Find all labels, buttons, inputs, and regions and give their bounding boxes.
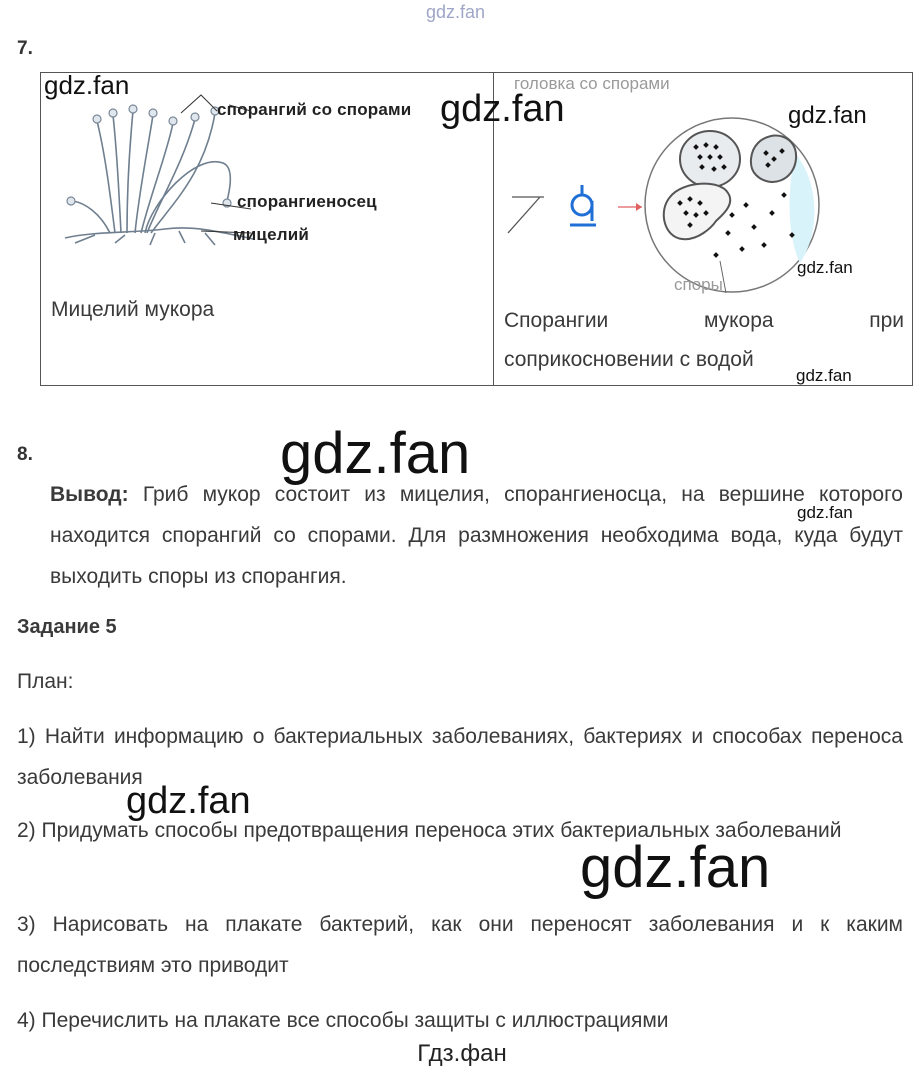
label-sporangiophore: спорангиеносец [237,192,377,211]
label-sporangium: спорангий со спорами [217,100,412,119]
label-mycelium: мицелий [233,225,310,244]
watermark-table-right-mid: gdz.fan [797,258,853,277]
task5-heading: Задание 5 [17,616,117,638]
plan-item-2: 2) Придумать способы предотвращения переноса этих бактериальных заболеваний [17,819,842,842]
conclusion-text: Гриб мукор состоит из мицелия, спорангиеносца, на вершине которого находится спорангий со спорами. Для размножения необходима вода, куда будут выходить споры из спорангия. [50,483,903,588]
watermark-conclusion: gdz.fan [797,503,853,522]
watermark-table-right-top: gdz.fan [788,102,867,129]
plan-label: План: [17,670,74,693]
caption-word-2: мукора [703,309,774,332]
watermark-table-right-bottom: gdz.fan [796,366,852,385]
label-spore-head: головка со спорами [514,74,670,93]
section-number-7: 7. [17,38,33,59]
conclusion-paragraph [50,474,903,597]
conclusion-label: Вывод: [50,483,129,506]
caption-sporangia-water-line2: соприкосновении с водой [504,348,754,371]
caption-sporangia-water [504,309,904,333]
watermark-plan-left: gdz.fan [126,780,251,822]
plan-item-4: 4) Перечислить на плакате все способы защиты с иллюстрациями [17,1009,669,1032]
label-spores: споры [674,275,723,294]
watermark-top: gdz.fan [426,2,486,22]
footer-site-name: Гдз.фан [417,1040,507,1067]
caption-word-3: при [869,309,904,332]
mucor-mycelium-cell [41,73,493,385]
watermark-table-left: gdz.fan [44,70,130,100]
plan-item-3: 3) Нарисовать на плакате бактерий, как они переносят заболевания и к каким последствиям это приводит [17,913,903,977]
section-number-8: 8. [17,444,33,465]
plan-item-1: 1) Найти информацию о бактериальных заболеваниях, бактериях и способах переноса заболевания [17,725,903,789]
watermark-table-center: gdz.fan [440,88,565,130]
caption-mucor-mycelium: Мицелий мукора [51,298,215,321]
caption-word-1: Спорангии [504,309,609,332]
watermark-section8: gdz.fan [280,421,471,486]
watermark-plan-right: gdz.fan [580,835,771,900]
